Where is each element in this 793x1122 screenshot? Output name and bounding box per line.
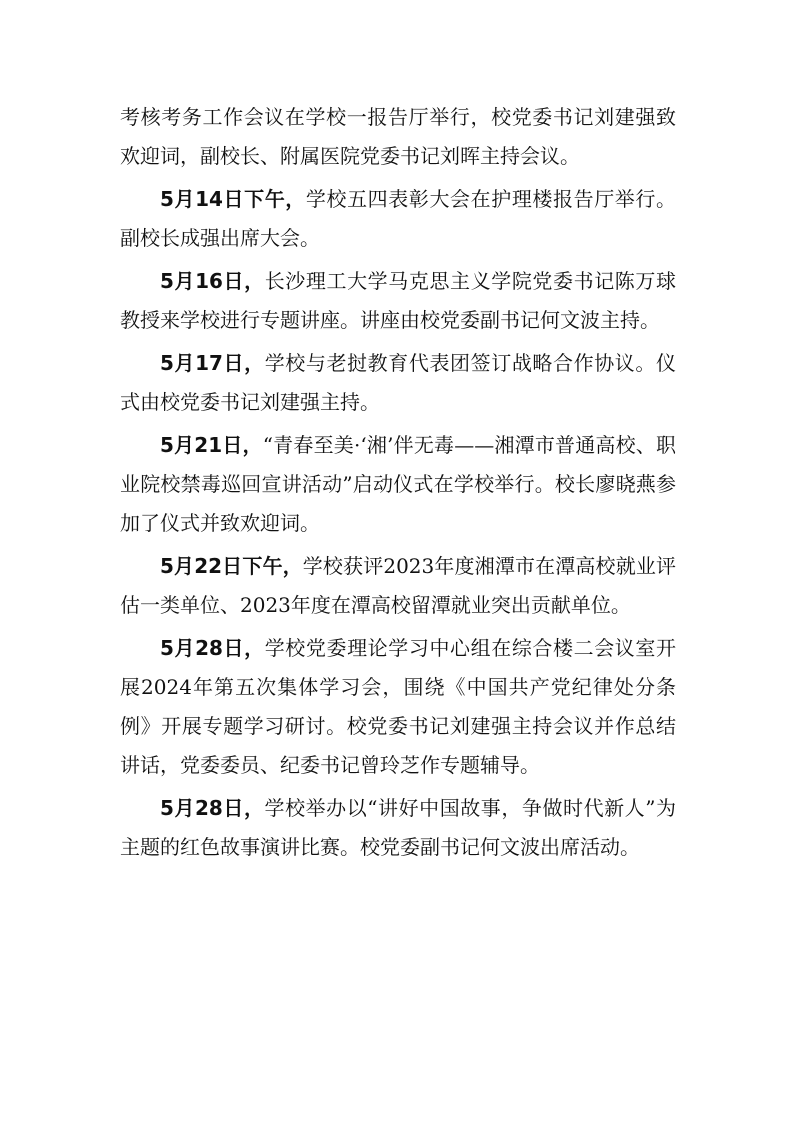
paragraph-date: 5月28日， bbox=[160, 796, 265, 820]
paragraph-may-17 bbox=[120, 344, 676, 422]
paragraph-date: 5月22日下午， bbox=[160, 554, 303, 578]
paragraph-date: 5月14日下午， bbox=[160, 187, 306, 211]
paragraph-date: 5月17日， bbox=[160, 351, 265, 375]
paragraph-text: 长沙理工大学马克思主义学院党委书记陈万球教授来学校进行专题讲座。讲座由校党委副书记何文波主持。 bbox=[120, 269, 676, 332]
paragraph-text: 学校党委理论学习中心组在综合楼二会议室开展2024年第五次集体学习会，围绕《中国共产党纪律处分条例》开展专题学习研讨。校党委书记刘建强主持会议并作总结讲话，党委委员、纪委书记曾玲芝作专题辅导。 bbox=[120, 636, 676, 777]
paragraph-text: 学校获评2023年度湘潭市在潭高校就业评估一类单位、2023年度在潭高校留潭就业突出贡献单位。 bbox=[120, 554, 676, 617]
paragraph-may-22 bbox=[120, 547, 676, 625]
paragraph-date: 5月21日， bbox=[160, 433, 263, 457]
paragraph-may-21 bbox=[120, 426, 676, 543]
paragraph-continued bbox=[120, 98, 676, 176]
paragraph-text: 学校举办以“讲好中国故事，争做时代新人”为主题的红色故事演讲比赛。校党委副书记何文波出席活动。 bbox=[120, 796, 677, 859]
paragraph-date: 5月28日， bbox=[160, 636, 265, 660]
paragraph-text: 学校五四表彰大会在护理楼报告厅举行。副校长成强出席大会。 bbox=[120, 187, 676, 250]
document-body bbox=[120, 98, 676, 871]
paragraph-may-28-study bbox=[120, 629, 676, 785]
paragraph-date: 5月16日， bbox=[160, 269, 265, 293]
paragraph-may-16 bbox=[120, 262, 676, 340]
paragraph-text: 考核考务工作会议在学校一报告厅举行，校党委书记刘建强致欢迎词，副校长、附属医院党委书记刘晖主持会议。 bbox=[120, 105, 676, 168]
paragraph-text: “青春至美·‘湘’伴无毒——湘潭市普通高校、职业院校禁毒巡回宣讲活动”启动仪式在学校举行。校长廖晓燕参加了仪式并致欢迎词。 bbox=[120, 433, 677, 535]
paragraph-may-28-speech bbox=[120, 789, 676, 867]
paragraph-may-14 bbox=[120, 180, 676, 258]
paragraph-text: 学校与老挝教育代表团签订战略合作协议。仪式由校党委书记刘建强主持。 bbox=[120, 351, 676, 414]
